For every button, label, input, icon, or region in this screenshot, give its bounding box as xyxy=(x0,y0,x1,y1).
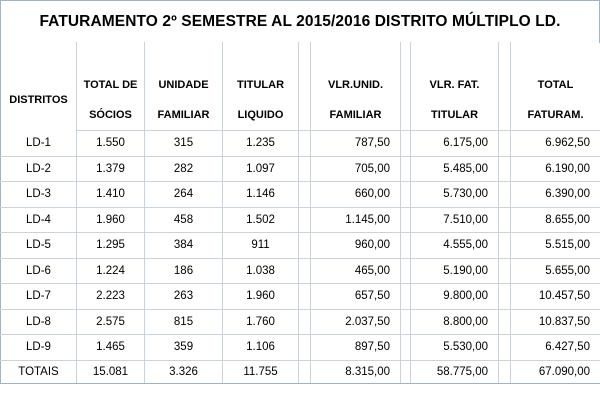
cell-vlr-unid-familiar: 705,00 xyxy=(311,156,401,182)
header-vlr-fat-1: VLR. FAT. xyxy=(411,70,499,100)
cell-total-faturam: 6.190,00 xyxy=(511,156,600,182)
table-row xyxy=(1,207,600,233)
cell-total-faturam: 5.515,00 xyxy=(511,233,600,259)
header-total-faturam-1: TOTAL xyxy=(511,70,600,100)
cell-distrito: LD-1 xyxy=(1,131,77,157)
header-row-2 xyxy=(1,100,600,131)
header-row-1 xyxy=(1,70,600,100)
cell-vlr-fat-titular: 5.530,00 xyxy=(411,335,499,361)
cell-total-faturam: 8.655,00 xyxy=(511,207,600,233)
cell-total-socios: 1.379 xyxy=(77,156,145,182)
table-row xyxy=(1,233,600,259)
cell-vlr-unid-familiar: 897,50 xyxy=(311,335,401,361)
cell-total-socios: 1.295 xyxy=(77,233,145,259)
cell-unidade-familiar: 384 xyxy=(145,233,223,259)
header-titular-liquido-2: LIQUIDO xyxy=(223,100,299,131)
billing-table xyxy=(0,42,600,384)
cell-distrito: LD-6 xyxy=(1,258,77,284)
header-unidade-familiar-2: FAMILIAR xyxy=(145,100,223,131)
table-row xyxy=(1,309,600,335)
cell-unidade-familiar: 315 xyxy=(145,131,223,157)
header-total-socios-1: TOTAL DE xyxy=(77,70,145,100)
cell-vlr-unid-familiar: 465,00 xyxy=(311,258,401,284)
cell-vlr-fat-titular: 4.555,00 xyxy=(411,233,499,259)
cell-distrito: LD-4 xyxy=(1,207,77,233)
cell-titular-liquido: 1.760 xyxy=(223,309,299,335)
cell-titular-liquido: 1.106 xyxy=(223,335,299,361)
cell-titular-liquido: 1.038 xyxy=(223,258,299,284)
cell-unidade-familiar: 815 xyxy=(145,309,223,335)
cell-total-socios: 1.224 xyxy=(77,258,145,284)
cell-total-socios: 1.410 xyxy=(77,182,145,208)
cell-distrito: LD-7 xyxy=(1,284,77,310)
cell-vlr-unid-familiar: 1.145,00 xyxy=(311,207,401,233)
totals-vlr-unid: 8.315,00 xyxy=(311,360,401,383)
cell-total-socios: 2.223 xyxy=(77,284,145,310)
cell-unidade-familiar: 359 xyxy=(145,335,223,361)
cell-unidade-familiar: 263 xyxy=(145,284,223,310)
cell-titular-liquido: 911 xyxy=(223,233,299,259)
cell-vlr-unid-familiar: 657,50 xyxy=(311,284,401,310)
cell-distrito: LD-9 xyxy=(1,335,77,361)
cell-vlr-fat-titular: 5.485,00 xyxy=(411,156,499,182)
cell-vlr-unid-familiar: 2.037,50 xyxy=(311,309,401,335)
table-row xyxy=(1,182,600,208)
cell-total-faturam: 10.837,50 xyxy=(511,309,600,335)
cell-distrito: LD-2 xyxy=(1,156,77,182)
cell-vlr-fat-titular: 9.800,00 xyxy=(411,284,499,310)
header-titular-liquido-1: TITULAR xyxy=(223,70,299,100)
cell-vlr-fat-titular: 6.175,00 xyxy=(411,131,499,157)
header-vlr-unid-1: VLR.UNID. xyxy=(311,70,401,100)
cell-vlr-unid-familiar: 960,00 xyxy=(311,233,401,259)
cell-distrito: LD-3 xyxy=(1,182,77,208)
totals-total-socios: 15.081 xyxy=(77,360,145,383)
cell-total-socios: 1.550 xyxy=(77,131,145,157)
cell-total-faturam: 10.457,50 xyxy=(511,284,600,310)
cell-titular-liquido: 1.146 xyxy=(223,182,299,208)
cell-titular-liquido: 1.502 xyxy=(223,207,299,233)
cell-total-socios: 2.575 xyxy=(77,309,145,335)
cell-vlr-fat-titular: 7.510,00 xyxy=(411,207,499,233)
cell-vlr-fat-titular: 5.190,00 xyxy=(411,258,499,284)
cell-distrito: LD-5 xyxy=(1,233,77,259)
table-row xyxy=(1,258,600,284)
cell-titular-liquido: 1.235 xyxy=(223,131,299,157)
totals-row xyxy=(1,360,600,383)
cell-total-socios: 1.960 xyxy=(77,207,145,233)
cell-unidade-familiar: 282 xyxy=(145,156,223,182)
header-vlr-unid-2: FAMILIAR xyxy=(311,100,401,131)
totals-total-faturam: 67.090,00 xyxy=(511,360,600,383)
header-vlr-fat-2: TITULAR xyxy=(411,100,499,131)
header-total-faturam-2: FATURAM. xyxy=(511,100,600,131)
cell-total-faturam: 6.427,50 xyxy=(511,335,600,361)
cell-vlr-unid-familiar: 660,00 xyxy=(311,182,401,208)
cell-distrito: LD-8 xyxy=(1,309,77,335)
cell-vlr-fat-titular: 5.730,00 xyxy=(411,182,499,208)
totals-label: TOTAIS xyxy=(1,360,77,383)
totals-vlr-fat: 58.775,00 xyxy=(411,360,499,383)
cell-titular-liquido: 1.097 xyxy=(223,156,299,182)
cell-total-faturam: 6.962,50 xyxy=(511,131,600,157)
cell-total-faturam: 5.655,00 xyxy=(511,258,600,284)
data-rows xyxy=(1,131,600,361)
totals-titular-liquido: 11.755 xyxy=(223,360,299,383)
header-distritos: DISTRITOS xyxy=(1,70,77,131)
cell-total-socios: 1.465 xyxy=(77,335,145,361)
totals-unidade-familiar: 3.326 xyxy=(145,360,223,383)
cell-unidade-familiar: 264 xyxy=(145,182,223,208)
header-total-socios-2: SÓCIOS xyxy=(77,100,145,131)
table-row xyxy=(1,284,600,310)
cell-titular-liquido: 1.960 xyxy=(223,284,299,310)
sheet-title: FATURAMENTO 2º SEMESTRE AL 2015/2016 DISTRITO MÚLTIPLO LD. xyxy=(0,0,600,43)
cell-vlr-unid-familiar: 787,50 xyxy=(311,131,401,157)
table-row xyxy=(1,335,600,361)
cell-total-faturam: 6.390,00 xyxy=(511,182,600,208)
table-row xyxy=(1,156,600,182)
cell-unidade-familiar: 186 xyxy=(145,258,223,284)
cell-vlr-fat-titular: 8.800,00 xyxy=(411,309,499,335)
table-row xyxy=(1,131,600,157)
cell-unidade-familiar: 458 xyxy=(145,207,223,233)
blank-row xyxy=(1,42,600,70)
header-unidade-familiar-1: UNIDADE xyxy=(145,70,223,100)
